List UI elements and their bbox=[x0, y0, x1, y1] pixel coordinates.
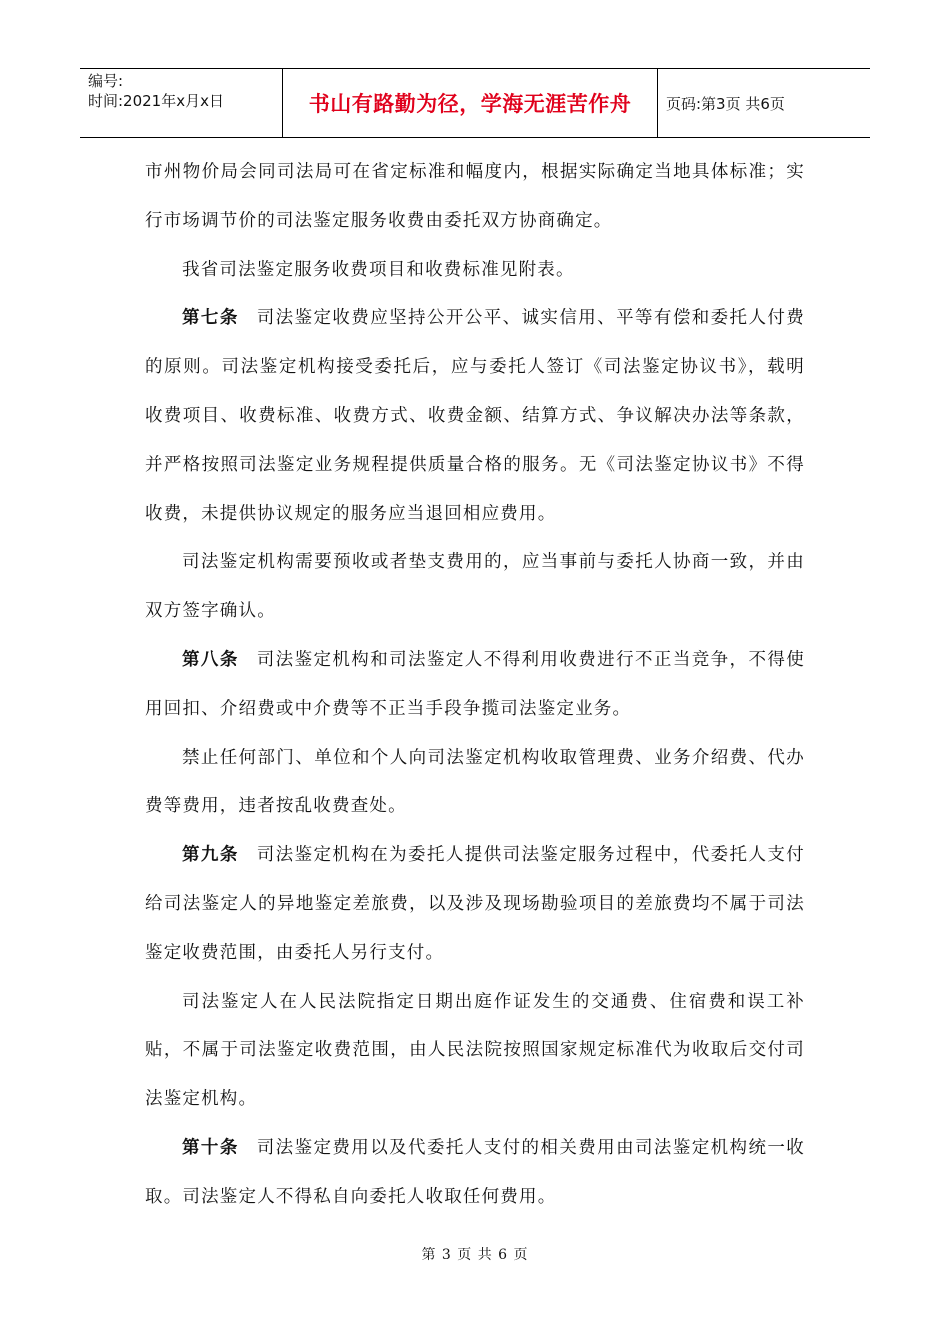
article-paragraph bbox=[145, 636, 805, 734]
article-heading: 第九条 bbox=[182, 845, 239, 866]
document-body bbox=[145, 148, 805, 1222]
article-heading: 第八条 bbox=[182, 649, 239, 670]
document-time-label: 时间:2021年x月x日 bbox=[88, 92, 224, 110]
paragraph-text: 司法鉴定机构在为委托人提供司法鉴定服务过程中，代委托人支付给司法鉴定人的异地鉴定差旅费，以及涉及现场勘验项目的差旅费均不属于司法鉴定收费范围，由委托人另行支付。 bbox=[145, 845, 805, 963]
page-footer: 第 3 页 共 6 页 bbox=[421, 1247, 529, 1263]
paragraph-text: 市州物价局会同司法局可在省定标准和幅度内，根据实际确定当地具体标准；实行市场调节价的司法鉴定服务收费由委托双方协商确定。 bbox=[145, 162, 805, 231]
paragraph bbox=[145, 978, 805, 1124]
header-meta bbox=[80, 69, 283, 137]
article-paragraph bbox=[145, 1124, 805, 1222]
paragraph bbox=[145, 734, 805, 832]
header-page-number: 页码:第3页 共6页 bbox=[666, 94, 785, 113]
paragraph-text: 司法鉴定费用以及代委托人支付的相关费用由司法鉴定机构统一收取。司法鉴定人不得私自向委托人收取任何费用。 bbox=[145, 1137, 805, 1207]
paragraph-text: 我省司法鉴定服务收费项目和收费标准见附表。 bbox=[182, 259, 575, 280]
paragraph bbox=[145, 148, 805, 246]
paragraph bbox=[145, 246, 805, 295]
paragraph-text: 司法鉴定机构需要预收或者垫支费用的，应当事前与委托人协商一致，并由双方签字确认。 bbox=[145, 552, 805, 622]
paragraph bbox=[145, 538, 805, 636]
article-paragraph bbox=[145, 831, 805, 977]
paragraph-text: 司法鉴定人在人民法院指定日期出庭作证发生的交通费、住宿费和误工补贴，不属于司法鉴定收费范围，由人民法院按照国家规定标准代为收取后交付司法鉴定机构。 bbox=[145, 991, 805, 1110]
page-header bbox=[80, 68, 870, 138]
paragraph-text: 司法鉴定收费应坚持公开公平、诚实信用、平等有偿和委托人付费的原则。司法鉴定机构接受委托后，应与委托人签订《司法鉴定协议书》，载明收费项目、收费标准、收费方式、收费金额、结算方式、争议解决办法等条款，并严格按照司法鉴定业务规程提供质量合格的服务。无《司法鉴定协议书》不得收费，未提供协议规定的服务应当退回相应费用。 bbox=[145, 308, 805, 524]
article-paragraph bbox=[145, 294, 805, 538]
paragraph-text: 禁止任何部门、单位和个人向司法鉴定机构收取管理费、业务介绍费、代办费等费用，违者按乱收费查处。 bbox=[145, 747, 805, 817]
paragraph-text: 司法鉴定机构和司法鉴定人不得利用收费进行不正当竞争，不得使用回扣、介绍费或中介费等不正当手段争揽司法鉴定业务。 bbox=[145, 649, 805, 719]
article-heading: 第七条 bbox=[182, 308, 239, 329]
article-heading: 第十条 bbox=[182, 1137, 239, 1158]
header-motto: 书山有路勤为径，学海无涯苦作舟 bbox=[283, 69, 658, 137]
document-number-label: 编号: bbox=[88, 72, 124, 90]
